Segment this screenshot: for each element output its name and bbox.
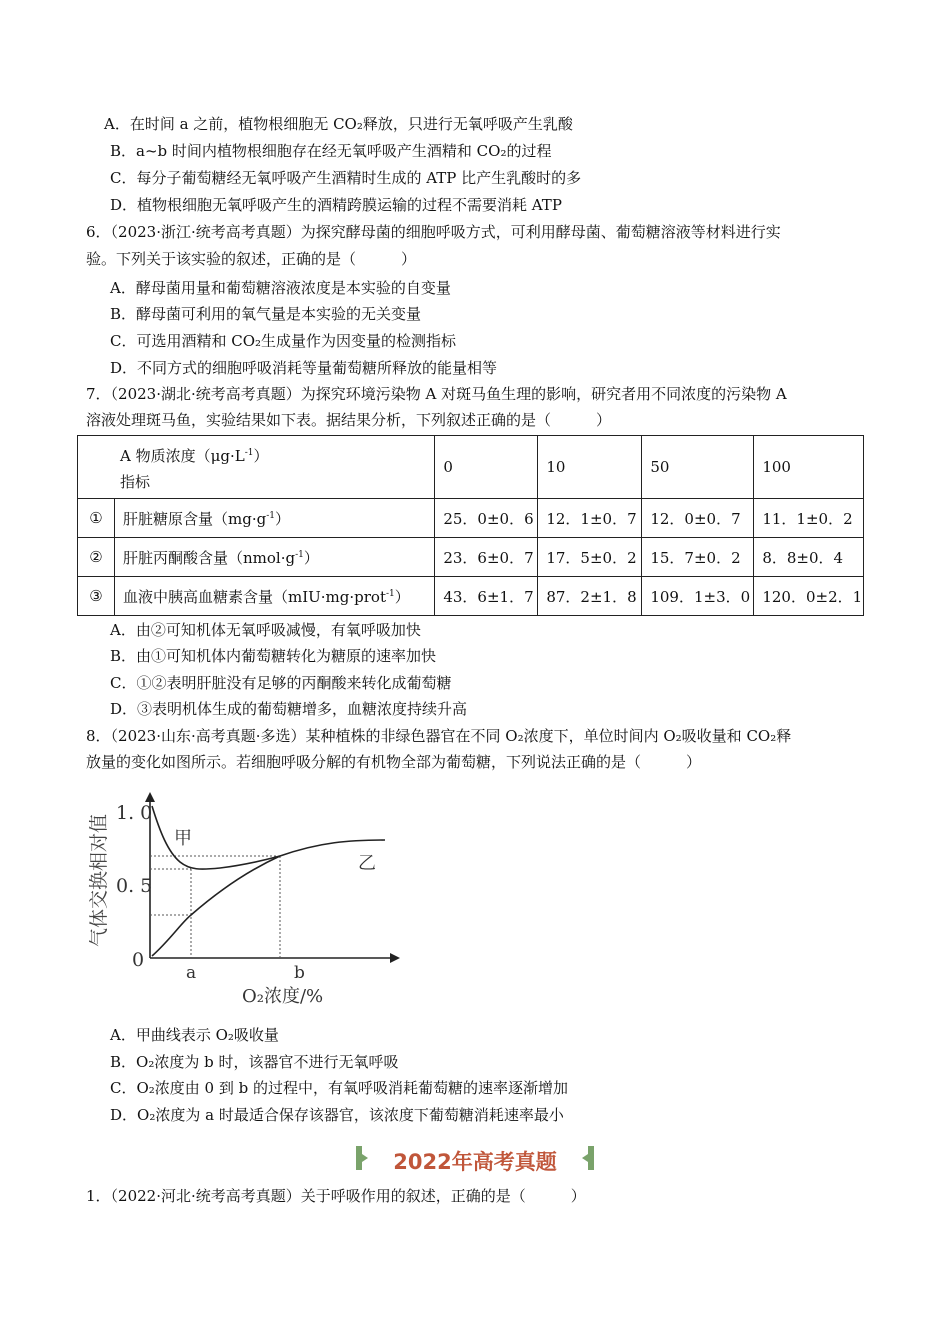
cell: 12．1±0．7	[538, 499, 642, 538]
row-label	[115, 499, 435, 538]
y-tick-label: 1. 0	[116, 802, 153, 824]
row-label	[115, 577, 435, 616]
row-label-sup: -1	[266, 510, 275, 521]
y-tick-label: 0	[132, 949, 145, 971]
x-tick-label-b: b	[294, 963, 305, 983]
q6-option-d: D．不同方式的细胞呼吸消耗等量葡萄糖所释放的能量相等	[110, 359, 498, 377]
section-banner-title: 2022年高考真题	[393, 1150, 557, 1174]
y-axis-label: 气体交换相对值	[88, 813, 110, 947]
cell: 8．8±0．4	[754, 538, 864, 577]
header-concentration-label: A 物质浓度（μg·L	[120, 446, 245, 465]
row-number: ③	[78, 577, 115, 616]
q6-option-b: B．酵母菌可利用的氧气量是本实验的无关变量	[110, 305, 422, 323]
q8-option-c: C．O₂浓度由 0 到 b 的过程中，有氧呼吸消耗葡萄糖的速率逐渐增加	[110, 1079, 569, 1097]
q6-stem-line1: 6．（2023·浙江·统考高考真题）为探究酵母菌的细胞呼吸方式，可利用酵母菌、葡萄糖溶液等材料进行实	[86, 223, 781, 241]
x-tick-label-a: a	[186, 963, 197, 983]
cell: 23．6±0．7	[435, 538, 538, 577]
q7-stem-line2: 溶液处理斑马鱼，实验结果如下表。据结果分析，下列叙述正确的是（ ）	[86, 411, 612, 429]
conc-50: 50	[642, 436, 754, 499]
y-tick-label: 0. 5	[116, 875, 153, 897]
q7-data-table	[77, 435, 864, 616]
q6-option-a: A．酵母菌用量和葡萄糖溶液浓度是本实验的自变量	[110, 279, 451, 297]
q7-stem-line1: 7．（2023·湖北·统考高考真题）为探究环境污染物 A 对斑马鱼生理的影响，研究者用不同浓度的污染物 A	[86, 385, 787, 403]
cell: 11．1±0．2	[754, 499, 864, 538]
cell: 12．0±0．7	[642, 499, 754, 538]
cell: 109．1±3．0	[642, 577, 754, 616]
q1-2022-stem: 1．（2022·河北·统考高考真题）关于呼吸作用的叙述，正确的是（ ）	[86, 1187, 586, 1205]
series-label-jia: 甲	[174, 828, 192, 849]
row-label-sup: -1	[295, 549, 304, 560]
table-row	[78, 499, 864, 538]
row-label-text: 肝脏糖原含量（mg·g	[123, 509, 267, 528]
curve-jia	[152, 806, 280, 869]
q7-option-a: A．由②可知机体无氧呼吸减慢，有氧呼吸加快	[110, 621, 421, 639]
conc-100: 100	[754, 436, 864, 499]
row-label-end: ）	[274, 509, 290, 528]
q8-option-d: D．O₂浓度为 a 时最适合保存该器官，该浓度下葡萄糖消耗速率最小	[110, 1106, 564, 1124]
q8-stem-line1: 8．（2023·山东·高考真题·多选）某种植株的非绿色器官在不同 O₂浓度下，单位时间内 O₂吸收量和 CO₂释	[86, 727, 792, 745]
row-label-text: 肝脏丙酮酸含量（nmol·g	[123, 548, 296, 567]
row-label	[115, 538, 435, 577]
q7-option-d: D．③表明机体生成的葡萄糖增多，血糖浓度持续升高	[110, 700, 468, 718]
cell: 25．0±0．6	[435, 499, 538, 538]
row-number: ②	[78, 538, 115, 577]
cell: 17．5±0．2	[538, 538, 642, 577]
header-indicator-label: 指标	[120, 472, 151, 491]
row-label-end: ）	[394, 587, 410, 606]
row-number: ①	[78, 499, 115, 538]
table-row	[78, 538, 864, 577]
q8-gas-exchange-chart	[80, 792, 410, 1007]
q7-option-b: B．由①可知机体内葡萄糖转化为糖原的速率加快	[110, 647, 437, 665]
cell: 43．6±1．7	[435, 577, 538, 616]
y-axis-arrow	[145, 792, 155, 802]
q5-option-b: B．a~b 时间内植物根细胞存在经无氧呼吸产生酒精和 CO₂的过程	[110, 142, 552, 160]
cell: 15．7±0．2	[642, 538, 754, 577]
cell: 87．2±1．8	[538, 577, 642, 616]
row-label-end: ）	[303, 548, 319, 567]
table-header-row	[78, 436, 864, 499]
series-label-yi: 乙	[358, 853, 376, 874]
x-axis-label: O₂浓度/%	[242, 986, 324, 1007]
row-label-text: 血液中胰高血糖素含量（mIU·mg·prot	[123, 587, 386, 606]
q6-stem-line2: 验。下列关于该实验的叙述，正确的是（ ）	[86, 250, 417, 268]
section-banner	[352, 1140, 598, 1176]
header-unit-sup: -1	[244, 447, 254, 458]
table-header-indicator	[78, 436, 435, 499]
x-axis-arrow	[390, 953, 400, 963]
conc-10: 10	[538, 436, 642, 499]
row-label-sup: -1	[386, 588, 395, 599]
q8-stem-line2: 放量的变化如图所示。若细胞呼吸分解的有机物全部为葡萄糖，下列说法正确的是（ ）	[86, 753, 702, 771]
conc-0: 0	[435, 436, 538, 499]
q6-option-c: C．可选用酒精和 CO₂生成量作为因变量的检测指标	[110, 332, 457, 350]
cell: 120．0±2．1	[754, 577, 864, 616]
q7-option-c: C．①②表明肝脏没有足够的丙酮酸来转化成葡萄糖	[110, 674, 452, 692]
q5-option-d: D．植物根细胞无氧呼吸产生的酒精跨膜运输的过程不需要消耗 ATP	[110, 196, 562, 214]
q8-option-a: A．甲曲线表示 O₂吸收量	[110, 1026, 279, 1044]
q5-option-a: A．在时间 a 之前，植物根细胞无 CO₂释放，只进行无氧呼吸产生乳酸	[104, 115, 573, 133]
q5-option-c: C．每分子葡萄糖经无氧呼吸产生酒精时生成的 ATP 比产生乳酸时的多	[110, 169, 582, 187]
header-close: ）	[253, 446, 269, 465]
q8-option-b: B．O₂浓度为 b 时，该器官不进行无氧呼吸	[110, 1053, 399, 1071]
table-row	[78, 577, 864, 616]
curve-yi	[152, 840, 385, 956]
